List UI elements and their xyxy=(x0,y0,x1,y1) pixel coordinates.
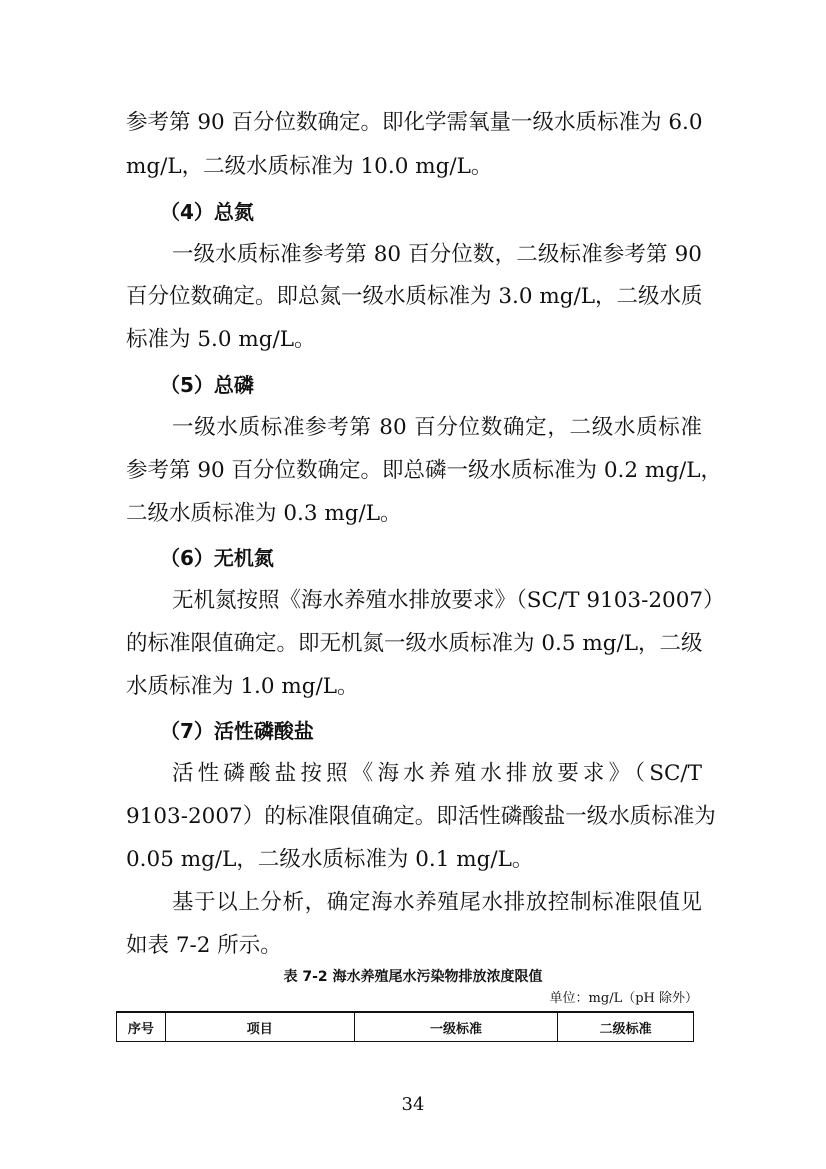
paragraph-line: 二级水质标准为 0.3 mg/L。 xyxy=(126,501,402,526)
table-header-row xyxy=(117,1012,694,1042)
paragraph-line: mg/L，二级水质标准为 10.0 mg/L。 xyxy=(126,154,493,179)
paragraph-line: 无机氮按照《海水养殖水排放要求》（SC/T 9103-2007） xyxy=(172,588,725,613)
paragraph-line: 的标准限值确定。即无机氮一级水质标准为 0.5 mg/L，二级 xyxy=(126,631,703,656)
section-heading-active-phosphate: （7）活性磷酸盐 xyxy=(160,719,314,743)
section-heading-total-phosphorus: （5）总磷 xyxy=(160,373,254,397)
paragraph-line: 百分位数确定。即总氮一级水质标准为 3.0 mg/L，二级水质 xyxy=(126,284,703,309)
paragraph-line: 活性磷酸盐按照《海水养殖水排放要求》（SC/T xyxy=(172,761,702,786)
paragraph-line: 如表 7-2 所示。 xyxy=(126,933,282,958)
section-heading-total-nitrogen: （4）总氮 xyxy=(160,200,254,224)
paragraph-line: 9103-2007）的标准限值确定。即活性磷酸盐一级水质标准为 xyxy=(126,804,716,829)
table-unit-note: 单位：mg/L（pH 除外） xyxy=(549,991,698,1006)
paragraph-line: 一级水质标准参考第 80 百分位数确定，二级水质标准 xyxy=(172,415,702,440)
table-caption: 表 7-2 海水养殖尾水污染物排放浓度限值 xyxy=(283,969,543,985)
header-grade-two: 二级标准 xyxy=(558,1012,694,1042)
paragraph-line: 参考第 90 百分位数确定。即总磷一级水质标准为 0.2 mg/L， xyxy=(126,458,723,483)
paragraph-line: 标准为 5.0 mg/L。 xyxy=(126,327,316,352)
paragraph-line: 参考第 90 百分位数确定。即化学需氧量一级水质标准为 6.0 xyxy=(126,110,703,135)
paragraph-line: 0.05 mg/L，二级水质标准为 0.1 mg/L。 xyxy=(126,847,534,872)
section-heading-inorganic-nitrogen: （6）无机氮 xyxy=(160,546,274,570)
header-grade-one: 一级标准 xyxy=(354,1012,557,1042)
limits-table xyxy=(116,1011,694,1042)
page-number: 34 xyxy=(401,1094,425,1115)
header-item: 项目 xyxy=(165,1012,354,1042)
paragraph-line: 一级水质标准参考第 80 百分位数，二级标准参考第 90 xyxy=(172,242,702,267)
paragraph-line: 水质标准为 1.0 mg/L。 xyxy=(126,674,359,699)
paragraph-line: 基于以上分析，确定海水养殖尾水排放控制标准限值见 xyxy=(172,890,702,915)
header-index: 序号 xyxy=(117,1012,166,1042)
